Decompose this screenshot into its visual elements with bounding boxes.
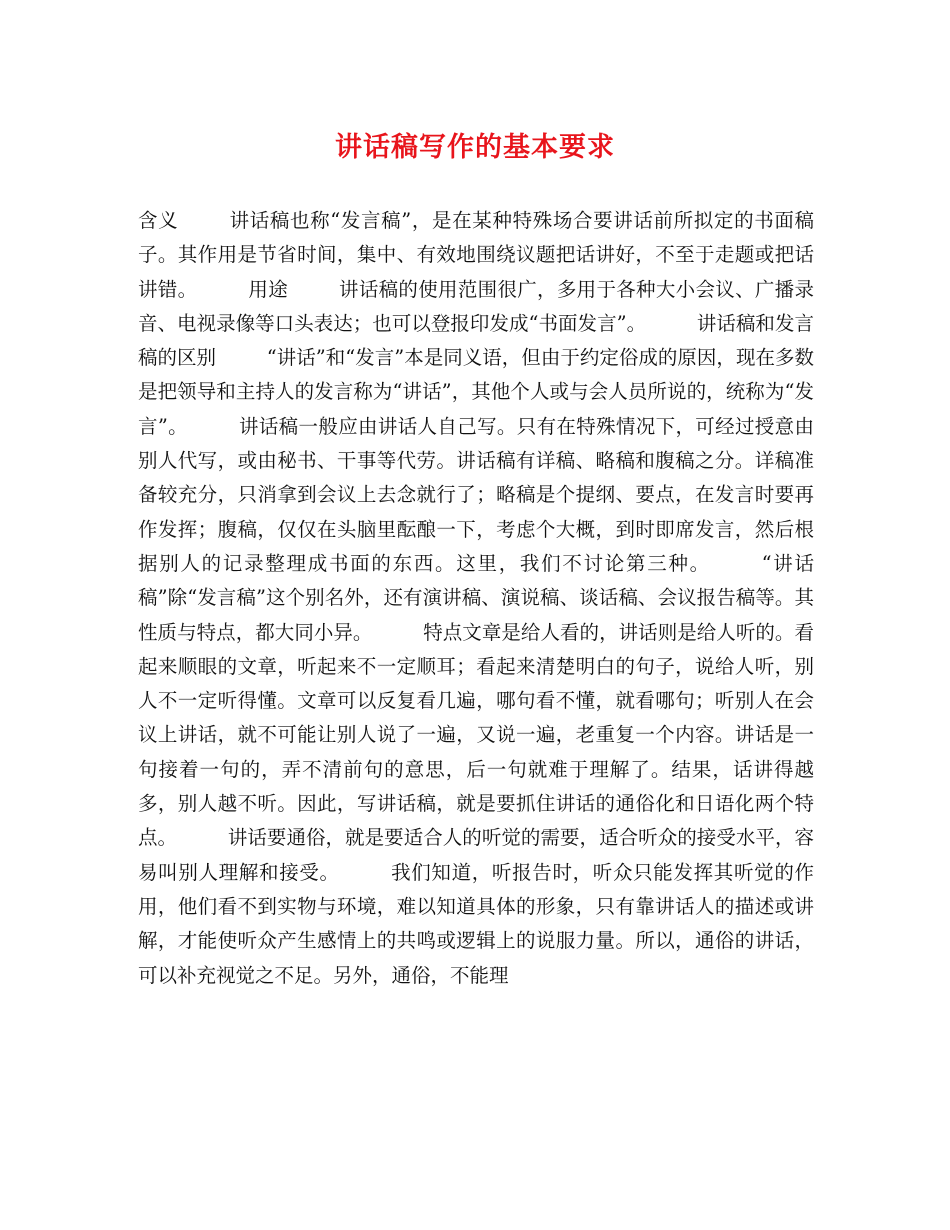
paragraph-aliases: “讲话稿”除“发言稿”这个别名外，还有演讲稿、演说稿、谈话稿、会议报告稿等。其性质与特点，都大同小异。 — [138, 551, 814, 644]
document-title: 讲话稿写作的基本要求 — [335, 132, 615, 163]
heading-usage: 用途 — [248, 277, 289, 301]
heading-meaning: 含义 — [138, 209, 179, 232]
paragraph-usage: 讲话稿的使用范围很广，多用于各种大小会议、广播录音、电视录像等口头表达；也可以登报印发成“书面发言”。 — [138, 277, 814, 335]
paragraph-plain-speech: 讲话要通俗，就是要适合人的听觉的需要，适合听众的接受水平，容易叫别人理解和接受。 — [138, 826, 814, 884]
heading-difference: 讲话稿和发言稿的区别 — [138, 311, 814, 370]
paragraph-meaning: 讲话稿也称“发言稿”，是在某种特殊场合要讲话前所拟定的书面稿子。其作用是节省时间，集中、有效地围绕议题把话讲好，不至于走题或把话讲错。 — [138, 209, 814, 301]
paragraph-difference: “讲话”和“发言”本是同义语，但由于约定俗成的原因，现在多数是把领导和主持人的发言称为“讲话”，其他个人或与会人员所说的，统称为“发言”。 — [138, 346, 814, 438]
paragraph-authorship: 讲话稿一般应由讲话人自己写。只有在特殊情况下，可经过授意由别人代写，或由秘书、干事等代劳。讲话稿有详稿、略稿和腹稿之分。详稿准备较充分，只消拿到会议上去念就行了；略稿是个提纲、要点，在发言时要再作发挥；腹稿，仅仅在头脑里酝酿一下，考虑个大概，到时即席发言，然后根据别人的记录整理成书面的东西。这里，我们不讨论第三种。 — [138, 414, 814, 575]
paragraph-features: 文章是给人看的，讲话则是给人听的。看起来顺眼的文章，听起来不一定顺耳；看起来清楚明白的句子，说给人听，别人不一定听得懂。文章可以反复看几遍，哪句看不懂，就看哪句；听别人在会议上讲话，就不可能让别人说了一遍，又说一遍，老重复一个内容。讲话是一句接着一句的，弄不清前句的意思，后一句就难于理解了。结果，话讲得越多，别人越不听。因此，写讲话稿，就是要抓住讲话的通俗化和日语化两个特点。 — [138, 620, 814, 850]
document-body — [138, 204, 814, 993]
heading-features: 特点 — [423, 620, 463, 644]
paragraph-listening: 我们知道，听报告时，听众只能发挥其听觉的作用，他们看不到实物与环境，难以知道具体的形象，只有靠讲话人的描述或讲解，才能使听众产生感情上的共鸣或逻辑上的说服力量。所以，通俗的讲话，可以补充视觉之不足。另外，通俗，不能理 — [138, 860, 814, 987]
